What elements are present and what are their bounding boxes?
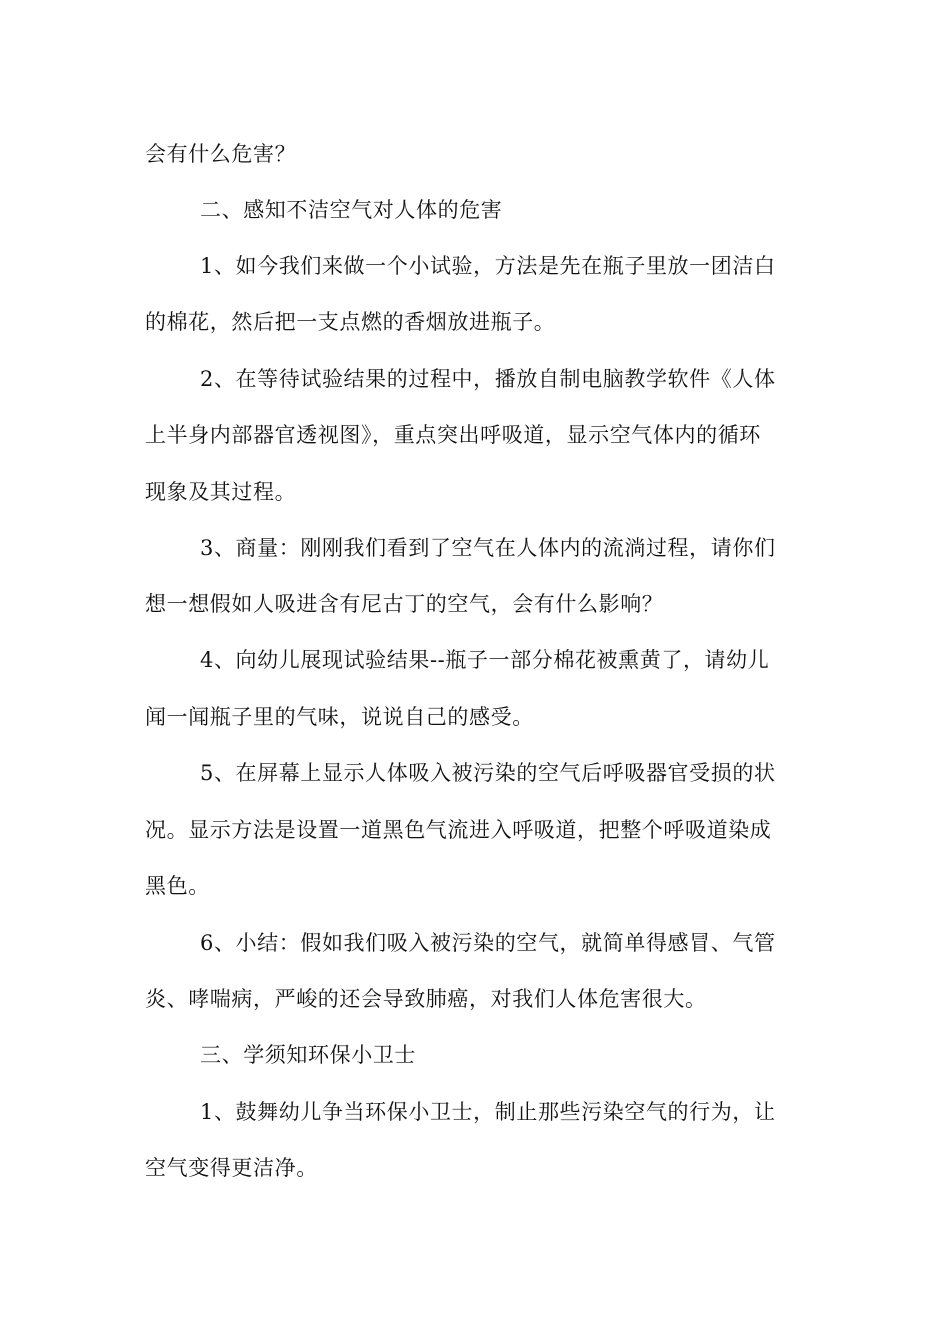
section-heading: 三、学须知环保小卫士 bbox=[200, 1043, 416, 1067]
text-line: 5、在屏幕上显示人体吸入被污染的空气后呼吸器官受损的状 bbox=[200, 761, 776, 785]
text-line: 3、商量：刚刚我们看到了空气在人体内的流淌过程，请你们 bbox=[200, 536, 776, 560]
text-line: 黑色。 bbox=[145, 874, 210, 898]
section-heading: 二、感知不洁空气对人体的危害 bbox=[200, 198, 503, 222]
text-line: 想一想假如人吸进含有尼古丁的空气，会有什么影响？ bbox=[145, 592, 664, 616]
text-line: 的棉花，然后把一支点燃的香烟放进瓶子。 bbox=[145, 310, 556, 334]
text-line: 会有什么危害？ bbox=[145, 142, 297, 166]
text-line: 4、向幼儿展现试验结果--瓶子一部分棉花被熏黄了，请幼儿 bbox=[200, 648, 770, 672]
text-line: 1、鼓舞幼儿争当环保小卫士，制止那些污染空气的行为，让 bbox=[200, 1100, 776, 1124]
text-line: 6、小结：假如我们吸入被污染的空气，就简单得感冒、气管 bbox=[200, 931, 776, 955]
text-line: 况。显示方法是设置一道黑色气流进入呼吸道，把整个呼吸道染成 bbox=[145, 818, 772, 842]
text-line: 空气变得更洁净。 bbox=[145, 1156, 318, 1180]
text-line: 2、在等待试验结果的过程中，播放自制电脑教学软件《人体 bbox=[200, 367, 776, 391]
text-line: 现象及其过程。 bbox=[145, 480, 297, 504]
text-line: 闻一闻瓶子里的气味，说说自己的感受。 bbox=[145, 705, 534, 729]
text-line: 炎、哮喘病，严峻的还会导致肺癌，对我们人体危害很大。 bbox=[145, 987, 707, 1011]
text-line: 上半身内部器官透视图》，重点突出呼吸道，显示空气体内的循环 bbox=[145, 423, 761, 447]
text-line: 1、如今我们来做一个小试验，方法是先在瓶子里放一团洁白 bbox=[200, 254, 776, 278]
